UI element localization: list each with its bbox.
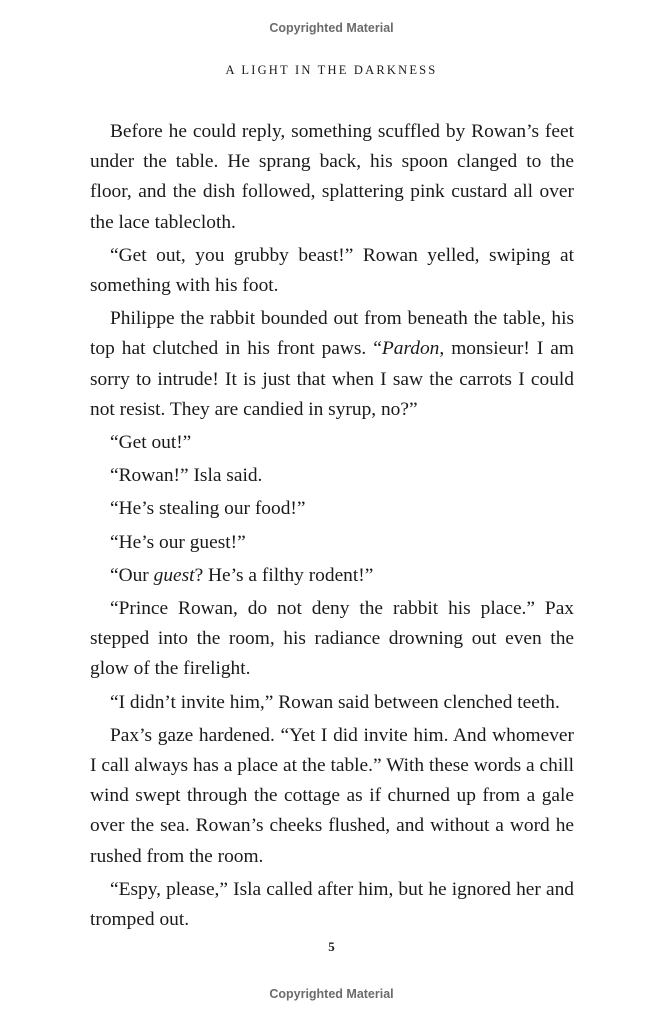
paragraph-10: “I didn’t invite him,” Rowan said between clenched teeth. (110, 691, 560, 713)
paragraph-2: “Get out, you grubby beast!” Rowan yelled, swiping at something with his foot. (90, 244, 574, 297)
paragraph-6: “He’s stealing our food!” (110, 498, 306, 520)
copyright-watermark-top: Copyrighted Material (269, 21, 394, 35)
paragraph-8-text-b: ? He’s a filthy rodent!” (194, 564, 374, 586)
paragraph-8 (90, 561, 574, 591)
paragraph-3-text-b: , monsieur! I am sorry to intrude! It is just that when I saw the carrots I could not resist. They are candied in syrup, no?” (90, 338, 574, 420)
running-head: A LIGHT IN THE DARKNESS (225, 63, 438, 77)
paragraph-1: Before he could reply, something scuffled by Rowan’s feet under the table. He sprang back, his spoon clanged to the floor, and the dish followed, splattering pink custard all over the lace tablecloth. (90, 121, 574, 233)
paragraph-3-italic: Pardon (381, 338, 440, 360)
paragraph-3 (90, 304, 574, 425)
paragraph-5: “Rowan!” Isla said. (110, 465, 263, 487)
paragraph-7: “He’s our guest!” (110, 531, 246, 553)
paragraph-8-italic: guest (153, 564, 195, 586)
paragraph-11: Pax’s gaze hardened. “Yet I did invite him. And whomever I call always has a place at the table.” With these words a chill wind swept through the cottage as if churned up from a gale over the sea. Rowan’s cheeks flushed, and without a word he rushed from the room. (90, 724, 574, 867)
paragraph-3-text-a: Philippe the rabbit bounded out from beneath the table, his top hat clutched in his front paws. “ (90, 308, 574, 360)
copyright-watermark-bottom: Copyrighted Material (269, 987, 394, 1001)
paragraph-12: “Espy, please,” Isla called after him, but he ignored her and tromped out. (90, 878, 574, 931)
paragraph-4: “Get out!” (110, 432, 192, 454)
paragraph-8-text-a: “Our (110, 564, 154, 586)
paragraph-9: “Prince Rowan, do not deny the rabbit his place.” Pax stepped into the room, his radiance drowning out even the glow of the firelight. (90, 598, 574, 680)
body-text (90, 117, 574, 938)
page-number: 5 (328, 939, 335, 954)
